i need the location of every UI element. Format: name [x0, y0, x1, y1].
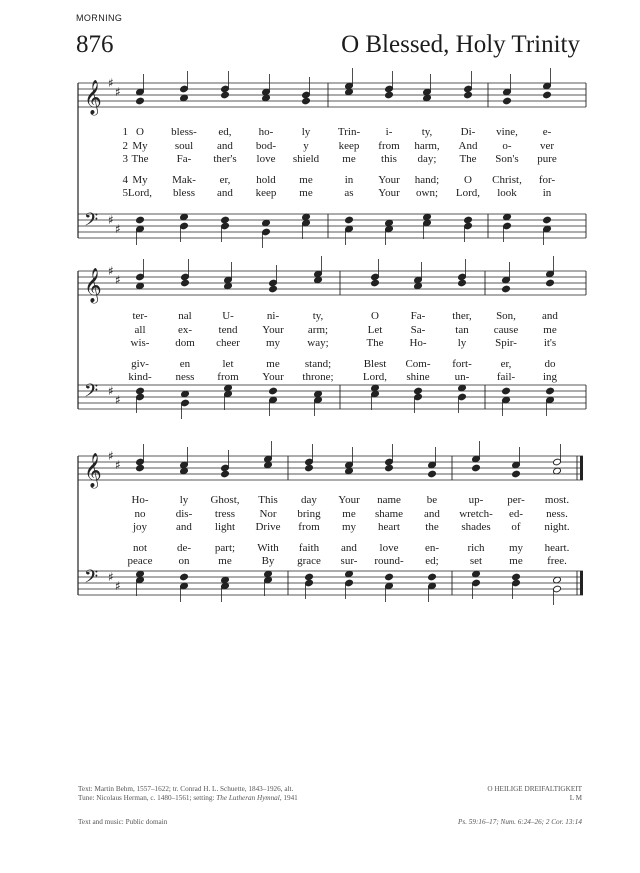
sharp-icon: ♯ — [115, 222, 121, 236]
copyright: Text and music: Public domain — [78, 818, 168, 826]
note-head — [472, 579, 481, 587]
sharp-icon: ♯ — [115, 579, 121, 593]
lyrics-system-3 — [78, 494, 586, 569]
lyric-syllable: fail- — [496, 371, 516, 383]
lyric-syllable: it's — [543, 337, 557, 349]
lyric-syllable: en- — [424, 541, 440, 554]
lyric-syllable: un- — [454, 371, 470, 383]
note-head — [136, 216, 145, 224]
note-head — [414, 387, 423, 395]
lyric-syllable: ex- — [177, 323, 193, 336]
lyric-syllable: cheer — [216, 337, 240, 349]
lyric-syllable: ty, — [421, 126, 433, 138]
lyric-syllable: tend — [218, 323, 238, 336]
lyric-syllable: My — [132, 139, 148, 152]
lyric-syllable: Sa- — [410, 323, 426, 336]
note-head — [136, 458, 145, 466]
lyric-syllable: soul — [174, 139, 194, 152]
lyric-syllable: ness — [175, 371, 195, 383]
note-head — [136, 387, 145, 395]
sharp-icon: ♯ — [108, 384, 114, 398]
lyric-line — [78, 521, 586, 535]
lyric-syllable: e- — [542, 126, 552, 138]
lyric-syllable: o- — [502, 139, 512, 152]
note-head — [458, 393, 467, 401]
note-head — [302, 97, 311, 105]
lyric-syllable: my — [265, 337, 281, 349]
lyric-syllable: heart. — [544, 541, 570, 554]
lyric-syllable: arm; — [307, 323, 329, 336]
lyric-syllable: from — [298, 521, 320, 533]
lyric-syllable: Let — [367, 323, 383, 336]
lyric-syllable: and — [542, 310, 558, 322]
lyric-syllable: Di- — [460, 126, 476, 138]
note-head — [180, 573, 189, 581]
lyric-syllable: as — [344, 187, 354, 199]
lyric-syllable: my — [341, 521, 357, 533]
lyric-syllable: Your — [262, 323, 284, 336]
section-label: MORNING — [76, 13, 123, 23]
lyric-syllable: bless — [173, 187, 195, 199]
note-head — [512, 470, 521, 478]
lyric-syllable: shine — [406, 371, 430, 383]
lyric-syllable: ed; — [425, 555, 439, 567]
credits-left — [78, 785, 298, 803]
lyric-syllable: and — [217, 187, 233, 199]
note-head — [385, 464, 394, 472]
lyric-syllable: O — [464, 173, 472, 186]
note-head — [221, 216, 230, 224]
note-head — [371, 273, 380, 281]
note-head — [262, 228, 271, 236]
lyric-syllable: my — [508, 541, 524, 554]
lyric-syllable: Blest — [363, 357, 387, 370]
note-head — [180, 222, 189, 230]
lyric-syllable: round- — [374, 555, 404, 567]
lyric-syllable: ed- — [508, 507, 524, 520]
note-head — [546, 279, 555, 287]
hymn-title: O Blessed, Holy Trinity — [341, 31, 580, 58]
lyric-syllable: and — [176, 521, 192, 533]
lyric-syllable: Your — [378, 187, 400, 199]
note-head — [385, 91, 394, 99]
lyric-syllable: er, — [219, 173, 231, 186]
lyric-syllable: be — [426, 494, 438, 506]
lyric-syllable: Trin- — [337, 126, 361, 138]
lyric-syllable: Com- — [405, 357, 431, 370]
lyric-syllable: own; — [416, 187, 438, 199]
lyric-syllable: ther, — [452, 310, 472, 322]
lyric-syllable: me — [509, 555, 523, 567]
note-head — [181, 273, 190, 281]
lyric-syllable: way; — [307, 337, 329, 349]
lyric-syllable: me — [299, 187, 313, 199]
lyric-syllable: me — [342, 507, 356, 520]
lyric-syllable: day; — [417, 153, 437, 165]
note-head — [464, 216, 473, 224]
scripture-references: Ps. 59:16–17; Num. 6:24–26; 2 Cor. 13:14 — [458, 818, 582, 826]
lyric-syllable: stand; — [304, 357, 332, 370]
lyric-syllable: sur- — [340, 555, 358, 567]
lyric-line — [78, 324, 586, 338]
lyric-syllable: kind- — [128, 371, 152, 383]
lyric-syllable: grace — [297, 555, 321, 567]
lyric-syllable: part; — [214, 541, 236, 554]
lyric-syllable: love — [379, 541, 399, 554]
lyric-syllable: do — [544, 357, 556, 370]
note-head — [385, 573, 394, 581]
lyric-syllable: up- — [468, 494, 484, 506]
lyric-line — [78, 494, 586, 508]
treble-clef-icon: 𝄞 — [84, 268, 102, 303]
lyric-syllable: ing — [542, 371, 558, 383]
lyric-syllable: dom — [175, 337, 195, 349]
lyric-syllable: love — [256, 153, 276, 165]
lyric-syllable: rich — [467, 541, 485, 554]
note-head — [181, 399, 190, 407]
note-head — [269, 387, 278, 395]
lyric-syllable: ty, — [312, 310, 324, 322]
lyric-line — [78, 508, 586, 522]
lyric-syllable: shield — [292, 153, 320, 165]
lyric-syllable: nal — [178, 310, 192, 322]
lyric-syllable: not — [132, 541, 148, 554]
lyric-syllable: shame — [374, 507, 404, 520]
note-head — [512, 579, 521, 587]
lyric-line — [78, 140, 586, 154]
lyric-syllable: er, — [500, 357, 512, 370]
note-head — [345, 216, 354, 224]
tune-credit: Tune: Nicolaus Herman, c. 1480–1561; setting: The Lutheran Hymnal, 1941 — [78, 794, 298, 802]
lyric-syllable: light — [214, 521, 236, 533]
lyric-syllable: set — [469, 555, 483, 567]
lyric-syllable: The — [131, 153, 149, 165]
lyric-line — [78, 126, 586, 140]
lyric-syllable: ly — [301, 126, 311, 138]
lyric-syllable: By — [261, 555, 275, 567]
note-head — [503, 97, 512, 105]
lyric-syllable: bod- — [255, 139, 277, 152]
lyric-syllable: de- — [176, 541, 192, 554]
lyric-syllable: from — [378, 139, 400, 152]
lyric-syllable: and — [424, 507, 440, 520]
note-head — [180, 85, 189, 93]
lyric-syllable: Son, — [496, 310, 516, 322]
lyric-line — [78, 337, 586, 351]
lyric-syllable: throne; — [302, 371, 334, 383]
lyric-syllable: bless- — [171, 126, 197, 138]
note-head — [472, 464, 481, 472]
note-head — [221, 222, 230, 230]
note-head — [502, 285, 511, 293]
lyric-syllable: Ho- — [131, 494, 149, 506]
tune-name: O HEILIGE DREIFALTIGKEIT — [487, 785, 582, 793]
note-head — [464, 91, 473, 99]
note-head — [221, 470, 230, 478]
lyric-syllable: Your — [262, 371, 284, 383]
hymn-number: 876 — [76, 31, 114, 58]
lyric-syllable: me — [543, 323, 557, 336]
lyric-syllable: in — [542, 187, 552, 199]
lyric-syllable: ly — [179, 494, 189, 506]
lyric-syllable: fort- — [452, 357, 472, 370]
lyric-syllable: ther's — [213, 153, 237, 165]
lyric-syllable: dis- — [175, 507, 193, 520]
lyric-syllable: Christ, — [492, 173, 522, 186]
verse-number: 4 — [122, 173, 128, 186]
note-head — [136, 273, 145, 281]
note-head — [269, 285, 278, 293]
note-head — [385, 458, 394, 466]
note-head — [553, 585, 562, 593]
lyric-syllable: harm, — [414, 139, 440, 152]
sharp-icon: ♯ — [108, 264, 114, 278]
lyric-syllable: y — [303, 139, 309, 152]
lyric-syllable: Son's — [495, 153, 519, 165]
verse-number: 5 — [122, 187, 128, 199]
lyric-syllable: U- — [222, 310, 234, 322]
note-head — [546, 387, 555, 395]
lyric-syllable: ed, — [218, 126, 232, 138]
verse-number: 3 — [122, 153, 128, 165]
lyric-syllable: Lord, — [127, 187, 153, 199]
lyric-syllable: wretch- — [459, 507, 493, 520]
lyric-syllable: pure — [537, 153, 557, 165]
sharp-icon: ♯ — [108, 76, 114, 90]
lyric-line — [78, 174, 586, 188]
lyric-syllable: heart — [378, 521, 400, 533]
lyric-syllable: me — [299, 173, 313, 186]
lyric-syllable: i- — [385, 126, 393, 138]
lyric-syllable: ter- — [132, 310, 148, 322]
treble-clef-icon: 𝄞 — [84, 453, 102, 488]
verse-number: 2 — [122, 139, 128, 152]
lyric-syllable: And — [458, 139, 478, 152]
note-head — [512, 573, 521, 581]
lyric-syllable: night. — [544, 521, 570, 533]
lyric-syllable: all — [134, 323, 146, 336]
lyric-syllable: ver — [539, 139, 555, 152]
sharp-icon: ♯ — [115, 393, 121, 407]
note-head — [543, 216, 552, 224]
lyric-syllable: and — [341, 541, 357, 554]
sharp-icon: ♯ — [108, 449, 114, 463]
lyric-syllable: My — [132, 173, 148, 186]
lyric-syllable: bring — [297, 507, 321, 520]
note-head — [221, 85, 230, 93]
lyric-syllable: en — [179, 357, 191, 370]
note-head — [464, 85, 473, 93]
lyric-syllable: keep — [255, 187, 277, 199]
lyric-line — [78, 358, 586, 372]
note-head — [136, 97, 145, 105]
note-head — [428, 470, 437, 478]
lyric-syllable: Ghost, — [210, 494, 240, 506]
note-head — [371, 279, 380, 287]
note-head — [136, 464, 145, 472]
lyric-syllable: Nor — [259, 507, 277, 520]
treble-clef-icon: 𝄞 — [84, 80, 102, 115]
lyric-line — [78, 187, 586, 201]
final-bar-line — [580, 571, 583, 595]
lyric-syllable: Spir- — [495, 337, 517, 349]
bass-clef-icon: 𝄢 — [84, 567, 99, 592]
lyric-syllable: no — [134, 507, 146, 520]
note-head — [458, 273, 467, 281]
lyric-syllable: me — [218, 555, 232, 567]
note-head — [345, 579, 354, 587]
note-head — [502, 387, 511, 395]
sharp-icon: ♯ — [115, 273, 121, 287]
lyric-syllable: faith — [298, 541, 320, 554]
note-head — [428, 573, 437, 581]
note-head — [305, 464, 314, 472]
lyric-syllable: me — [266, 357, 280, 370]
note-head — [503, 222, 512, 230]
lyric-syllable: for- — [538, 173, 556, 186]
lyric-syllable: most. — [544, 494, 570, 506]
text-credit: Text: Martin Behm, 1557–1622; tr. Conrad H. L. Schuette, 1843–1926, alt. — [78, 785, 294, 793]
lyric-line — [78, 153, 586, 167]
lyrics-system-1 — [78, 126, 586, 201]
verse-number: 1 — [122, 126, 128, 138]
note-head — [385, 85, 394, 93]
lyric-syllable: giv- — [131, 357, 149, 370]
lyric-syllable: Drive — [255, 521, 281, 533]
lyric-line — [78, 542, 586, 556]
note-head — [269, 279, 278, 287]
note-head — [305, 573, 314, 581]
lyric-syllable: from — [217, 371, 239, 383]
lyric-syllable: O — [371, 310, 379, 322]
lyric-syllable: Fa- — [176, 153, 192, 165]
bass-clef-icon: 𝄢 — [84, 381, 99, 406]
note-head — [553, 458, 562, 466]
sharp-icon: ♯ — [108, 570, 114, 584]
lyric-syllable: Fa- — [410, 310, 426, 322]
note-head — [458, 279, 467, 287]
sharp-icon: ♯ — [108, 213, 114, 227]
bass-clef-icon: 𝄢 — [84, 210, 99, 235]
lyric-syllable: name — [377, 494, 401, 506]
lyric-syllable: me — [342, 153, 356, 165]
lyric-syllable: ni- — [266, 310, 280, 322]
lyric-syllable: ness. — [546, 507, 568, 520]
lyric-line — [78, 310, 586, 324]
note-head — [305, 579, 314, 587]
lyric-syllable: let — [222, 357, 234, 370]
note-head — [414, 393, 423, 401]
sharp-icon: ♯ — [115, 85, 121, 99]
lyric-syllable: tress — [214, 507, 236, 520]
note-head — [464, 222, 473, 230]
lyric-syllable: Lord, — [455, 187, 481, 199]
note-head — [302, 91, 311, 99]
lyric-syllable: look — [497, 187, 517, 199]
lyric-syllable: keep — [338, 139, 360, 152]
credits-right — [487, 785, 582, 803]
note-head — [543, 91, 552, 99]
lyric-syllable: Mak- — [172, 173, 196, 186]
lyric-syllable: cause — [493, 323, 519, 336]
lyric-syllable: and — [217, 139, 233, 152]
lyric-syllable: wis- — [130, 337, 150, 349]
note-head — [305, 458, 314, 466]
lyric-syllable: peace — [127, 555, 153, 567]
lyric-syllable: free. — [547, 555, 567, 567]
lyric-syllable: on — [178, 555, 190, 567]
meter: L M — [569, 794, 582, 802]
lyric-syllable: hold — [256, 173, 276, 186]
final-bar-line — [580, 456, 583, 480]
lyric-syllable: hand; — [414, 173, 440, 186]
lyric-syllable: the — [425, 521, 439, 533]
lyric-syllable: in — [344, 173, 354, 186]
lyric-syllable: joy — [132, 521, 148, 533]
lyrics-system-2 — [78, 310, 586, 385]
lyric-syllable: this — [381, 153, 397, 165]
lyric-syllable: This — [258, 494, 278, 506]
note-head — [136, 393, 145, 401]
note-head — [221, 464, 230, 472]
lyric-syllable: tan — [455, 323, 469, 336]
lyric-syllable: Lord, — [362, 371, 388, 383]
lyric-syllable: shades — [461, 521, 491, 533]
lyric-syllable: day — [301, 494, 317, 506]
lyric-syllable: With — [257, 541, 279, 554]
lyric-line — [78, 555, 586, 569]
lyric-syllable: Your — [378, 173, 400, 186]
sharp-icon: ♯ — [115, 458, 121, 472]
lyric-syllable: The — [459, 153, 477, 165]
note-head — [181, 279, 190, 287]
lyric-syllable: per- — [507, 494, 525, 506]
note-head — [221, 91, 230, 99]
lyric-line — [78, 371, 586, 385]
lyric-syllable: O — [136, 126, 144, 138]
lyric-syllable: Your — [338, 494, 360, 506]
lyric-syllable: ho- — [258, 126, 274, 138]
lyric-syllable: vine, — [496, 126, 518, 138]
lyric-syllable: The — [366, 337, 384, 349]
lyric-syllable: Ho- — [409, 337, 427, 349]
lyric-syllable: of — [511, 521, 521, 533]
lyric-syllable: ly — [457, 337, 467, 349]
